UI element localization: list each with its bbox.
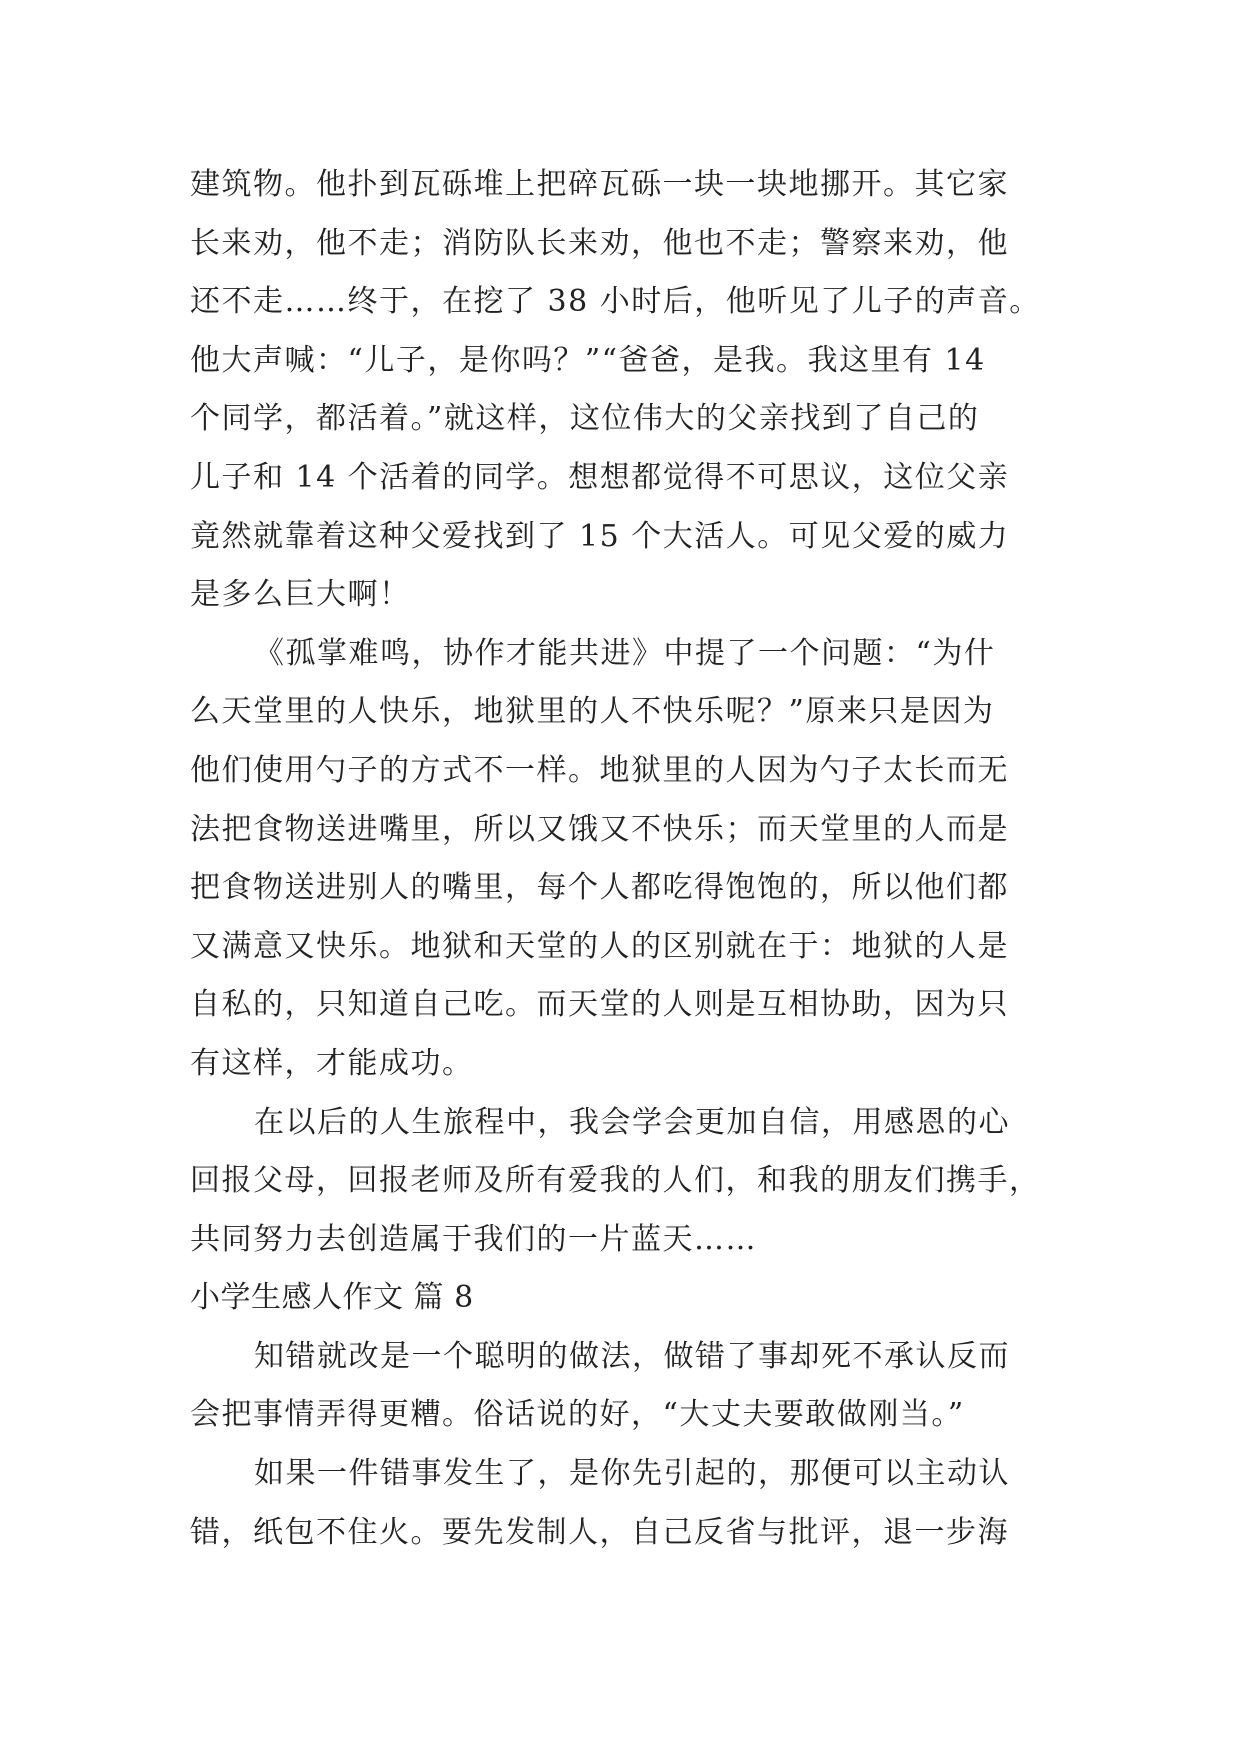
text-line: 建筑物。他扑到瓦砾堆上把碎瓦砾一块一块地挪开。其它家 [190, 167, 1009, 202]
paragraph-4 [190, 1328, 1070, 1445]
text-line: 么天堂里的人快乐，地狱里的人不快乐呢？”原来只是因为 [190, 694, 995, 730]
text-line: 是多么巨大啊！ [190, 577, 411, 613]
text-line: 自私的，只知道自己吃。而天堂的人则是互相协助，因为只 [190, 987, 1009, 1023]
section-heading-text: 小学生感人作文 篇 8 [190, 1280, 474, 1316]
text-line: 把食物送进别人的嘴里，每个人都吃得饱饱的，所以他们都 [190, 870, 1009, 906]
text-line: 还不走……终于，在挖了 38 小时后，他听见了儿子的声音。 [190, 284, 1041, 320]
document-body [190, 156, 1070, 1562]
text-line: 他们使用勺子的方式不一样。地狱里的人因为勺子太长而无 [190, 752, 1009, 788]
paragraph-5 [190, 1445, 1070, 1562]
text-line: 个同学，都活着。”就这样，这位伟大的父亲找到了自己的 [190, 401, 980, 437]
text-line: 他大声喊：“儿子，是你吗？”“爸爸，是我。我这里有 14 [190, 342, 986, 378]
text-line: 共同努力去创造属于我们的一片蓝天…… [190, 1221, 757, 1257]
text-line: 长来劝，他不走；消防队长来劝，他也不走；警察来劝，他 [190, 225, 1009, 261]
text-line: 回报父母，回报老师及所有爱我的人们，和我的朋友们携手， [190, 1163, 1041, 1199]
paragraph-2 [190, 625, 1070, 1094]
text-line: 错，纸包不住火。要先发制人，自己反省与批评，退一步海 [190, 1514, 1009, 1550]
text-line: 法把食物送进嘴里，所以又饿又不快乐；而天堂里的人而是 [190, 811, 1009, 847]
text-line: 《孤掌难鸣，协作才能共进》中提了一个问题：“为什 [254, 635, 996, 671]
text-line: 儿子和 14 个活着的同学。想想都觉得不可思议，这位父亲 [190, 459, 1010, 495]
text-line: 在以后的人生旅程中，我会学会更加自信，用感恩的心 [254, 1104, 1010, 1140]
paragraph-1 [190, 156, 1070, 625]
text-line: 竟然就靠着这种父爱找到了 15 个大活人。可见父爱的威力 [190, 518, 1010, 554]
section-heading [190, 1269, 1070, 1328]
text-line: 如果一件错事发生了，是你先引起的，那便可以主动认 [254, 1456, 1010, 1492]
text-line: 会把事情弄得更糟。俗话说的好，“大丈夫要敢做刚当。” [190, 1397, 965, 1433]
text-line: 有这样，才能成功。 [190, 1045, 474, 1081]
text-line: 又满意又快乐。地狱和天堂的人的区别就在于：地狱的人是 [190, 928, 1009, 964]
text-line: 知错就改是一个聪明的做法，做错了事却死不承认反而 [254, 1338, 1010, 1374]
paragraph-3 [190, 1094, 1070, 1270]
